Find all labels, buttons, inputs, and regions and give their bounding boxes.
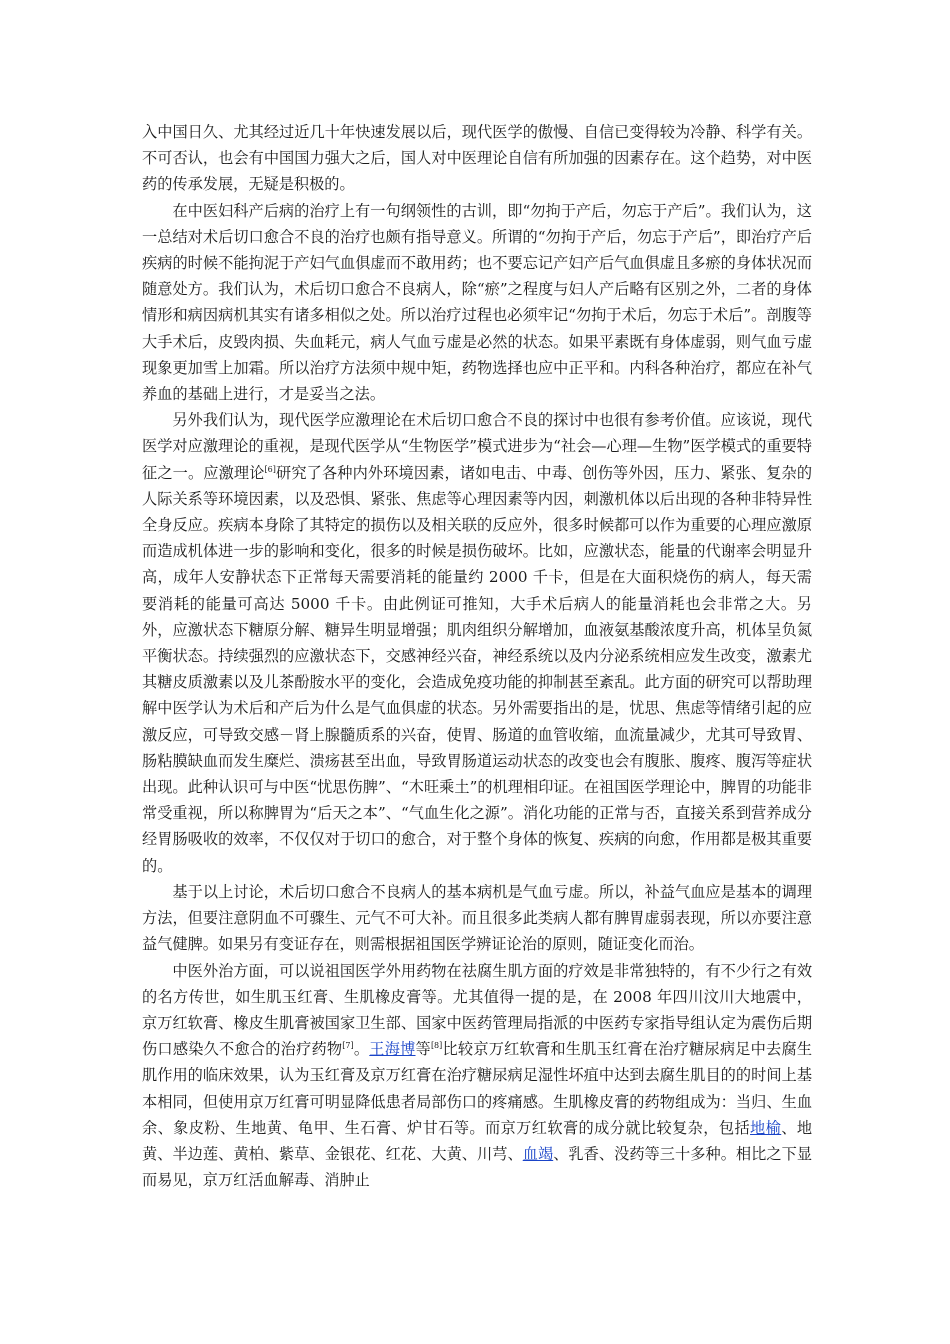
text-run: 。 (353, 1040, 370, 1059)
text-run: 在中医妇科产后病的治疗上有一句纲领性的古训，即“勿拘于产后，勿忘于产后”。我们认为，这一总结对术后切口愈合不良的治疗也颇有指导意义。所谓的“勿拘于产后，勿忘于产后”，即治疗产后疾病的时候不能拘泥于产妇气血俱虚而不敢用药；也不要忘记产妇产后气血俱虚且多瘀的身体状况而随意处方。我们认为，术后切口愈合不良病人，除“瘀”之程度与妇人产后略有区别之外，二者的身体情形和病因病机其实有诸多相似之处。所以治疗过程也必须牢记“勿拘于术后，勿忘于术后”。剖腹等大手术后，皮毁肉损、失血耗元，病人气血亏虚是必然的状态。如果平素既有身体虚弱，则气血亏虚现象更加雪上加霜。所以治疗方法须中规中矩，药物选择也应中正平和。内科各种治疗，都应在补气养血的基础上进行，才是妥当之法。 (142, 201, 812, 404)
text-run: 中医外治方面，可以说祖国医学外用药物在祛腐生肌方面的疗效是非常独特的，有不少行之有效的名方传世，如生肌玉红膏、生肌橡皮膏等。尤其值得一提的是，在 2008 年四川汶川大地震中，京万红软膏、橡皮生肌膏被国家卫生部、国家中医药管理局指派的中医药专家指导组认定为震伤后期伤口感染久不愈合的治疗药物 (142, 961, 812, 1059)
inline-link[interactable]: 王海博 (369, 1040, 416, 1059)
paragraph (142, 958, 812, 1194)
text-run: 入中国日久、尤其经过近几十年快速发展以后，现代医学的傲慢、自信已变得较为冷静、科学有关。不可否认，也会有中国国力强大之后，国人对中医理论自信有所加强的因素存在。这个趋势，对中医药的传承发展，无疑是积极的。 (142, 123, 812, 194)
citation-ref: [7] (342, 1041, 354, 1051)
paragraph (142, 198, 812, 408)
text-run: 研究了各种内外环境因素，诸如电击、中毒、创伤等外因，压力、紧张、复杂的人际关系等环境因素，以及恐惧、紧张、焦虑等心理因素等内因，刺激机体以后出现的各种非特异性全身反应。疾病本身除了其特定的损伤以及相关联的反应外，很多时候都可以作为重要的心理应激原而造成机体进一步的影响和变化，很多的时候是损伤破坏。比如，应激状态，能量的代谢率会明显升高，成年人安静状态下正常每天需要消耗的能量约 2000 千卡，但是在大面积烧伤的病人，每天需要消耗的能量可高达 5000 千卡。由此例证可推知，大手术后病人的能量消耗也会非常之大。另外，应激状态下糖原分解、糖异生明显增强；肌肉组织分解增加，血液氨基酸浓度升高，机体呈负氮平衡状态。持续强烈的应激状态下，交感神经兴奋，神经系统以及内分泌系统相应发生改变，激素尤其糖皮质激素以及儿茶酚胺水平的变化，会造成免疫功能的抑制甚至紊乱。此方面的研究可以帮助理解中医学认为术后和产后为什么是气血俱虚的状态。另外需要指出的是，忧思、焦虑等情绪引起的应激反应，可导致交感－肾上腺髓质系的兴奋，使胃、肠道的血管收缩，血流量减少，尤其可导致胃、肠粘膜缺血而发生糜烂、溃疡甚至出血，导致胃肠道运动状态的改变也会有腹胀、腹疼、腹泻等症状出现。此种认识可与中医“忧思伤脾”、“木旺乘土”的机理相印证。在祖国医学理论中，脾胃的功能非常受重视，所以称脾胃为“后天之本”、“气血生化之源”。消化功能的正常与否，直接关系到营养成分经胃肠吸收的效率，不仅仅对于切口的愈合，对于整个身体的恢复、疾病的向愈，作用都是极其重要的。 (142, 463, 813, 875)
citation-ref: [6] (264, 464, 276, 474)
text-run: 、乳香、没药等三十多种。相比之下显而易见，京万红活血解毒、消肿止 (142, 1144, 813, 1190)
inline-link[interactable]: 地榆 (750, 1118, 782, 1137)
paragraph (142, 119, 812, 198)
text-run: 基于以上讨论，术后切口愈合不良病人的基本病机是气血亏虚。所以，补益气血应是基本的调理方法，但要注意阴血不可骤生、元气不可大补。而且很多此类病人都有脾胃虚弱表现，所以亦要注意益气健脾。如果另有变证存在，则需根据祖国医学辨证论治的原则，随证变化而治。 (142, 882, 812, 954)
paragraph (142, 407, 812, 879)
document-body (142, 119, 812, 1193)
text-run: 比较京万红软膏和生肌玉红膏在治疗糖尿病足中去腐生肌作用的临床效果，认为玉红膏及京万红膏在治疗糖尿病足湿性坏疽中达到去腐生肌目的的时间上基本相同，但使用京万红膏可明显降低患者局部伤口的疼痛感。生肌橡皮膏的药物组成为：当归、生血余、象皮粉、生地黄、龟甲、生石膏、炉甘石等。而京万红软膏的成分就比较复杂，包括 (142, 1040, 813, 1137)
citation-ref: [8] (430, 1041, 443, 1051)
text-run: 等 (415, 1040, 431, 1059)
paragraph (142, 879, 812, 958)
inline-link[interactable]: 血竭 (522, 1144, 554, 1163)
text-run: 、地黄、半边莲、黄柏、紫草、金银花、红花、大黄、川芎、 (142, 1118, 813, 1163)
text-run: 另外我们认为，现代医学应激理论在术后切口愈合不良的探讨中也很有参考价值。应该说，现代医学对应激理论的重视，是现代医学从“生物医学”模式进步为“社会—心理—生物”医学模式的重要特征之一。应激理论 (142, 411, 812, 482)
